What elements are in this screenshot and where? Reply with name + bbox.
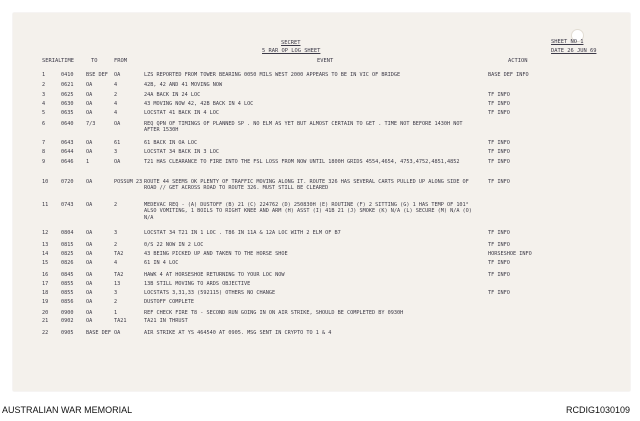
- entry-from: TA2: [114, 272, 124, 278]
- sheet-number: SHEET NO 1: [551, 39, 584, 45]
- entry-serial: 7: [42, 140, 46, 146]
- entry-serial: 22: [42, 330, 49, 336]
- entry-action: TF INFO: [488, 140, 510, 146]
- col-header-event: EVENT: [317, 58, 334, 64]
- entry-serial: 2: [42, 82, 46, 88]
- entry-action: TF INFO: [488, 242, 510, 248]
- entry-event: MEDEVAC REQ - (A) DUSTOFF (B) 21 (C) 224762 (D) 250830H (E) ROUTINE (F) 2 SITTING (G) 1 HAS TEMP OF 101° ALSO VOMITING, 1 BOILS TO RIGHT KNEE AND ARM (H) ASST (I) 41B 21 (J) SMOKE (K) N/A (L) SECURE (M) N/A (O) N/A: [144, 202, 472, 221]
- entry-to: OA: [86, 318, 93, 324]
- entry-event: 43 MOVING NOW 42, 42B BACK IN 4 LOC: [144, 101, 254, 107]
- entry-serial: 16: [42, 272, 49, 278]
- entry-action: TF INFO: [488, 230, 510, 236]
- entry-time: 0644: [61, 149, 74, 155]
- entry-event: REF CHECK FIRE T8 - SECOND RUN GOING IN ON AIR STRIKE, SHOULD BE COMPLETED BY 0930H: [144, 310, 404, 316]
- entry-event: LOCSTATS 3,31,33 (592115) OTHERS NO CHANGE: [144, 290, 276, 296]
- entry-action: TF INFO: [488, 101, 510, 107]
- entry-event: 13B STILL MOVING TO ARDS OBJECTIVE: [144, 281, 251, 287]
- log-entry-row: [13, 330, 630, 337]
- security-classification: SECRET: [281, 40, 301, 46]
- entry-time: 0643: [61, 140, 74, 146]
- log-sheet-page: [13, 13, 630, 391]
- entry-to: OA: [86, 101, 93, 107]
- entry-event: 0/S 22 NOW IN 2 LOC: [144, 242, 204, 248]
- entry-to: OA: [86, 260, 93, 266]
- entry-event: ROUTE 44 SEEMS OK PLENTY OF TRAFFIC MOVING ALONG IT. ROUTE 326 HAS SEVERAL CARTS PULLED UP ALONG SIDE OF ROAD // GET ACROSS ROAD TO ROUTE 326. MUST STILL BE CLEARED: [144, 179, 469, 192]
- entry-serial: 20: [42, 310, 49, 316]
- log-entry-row: [13, 251, 630, 258]
- entry-to: OA: [86, 179, 93, 185]
- entry-action: TF INFO: [488, 179, 510, 185]
- entry-action: TF INFO: [488, 260, 510, 266]
- entry-event: 24A BACK IN 24 LOC: [144, 92, 201, 98]
- log-entry-row: [13, 318, 630, 325]
- col-header-time: TIME: [61, 58, 74, 64]
- entry-event: LOCSTAT 34 BACK IN 3 LOC: [144, 149, 219, 155]
- entry-from: 2: [114, 299, 118, 305]
- log-entry-row: [13, 82, 630, 89]
- sheet-date: DATE 26 JUN 69: [551, 48, 597, 54]
- entry-time: 0630: [61, 101, 74, 107]
- entry-to: BSE DEF: [86, 72, 108, 78]
- col-header-serial: SERIAL: [42, 58, 62, 64]
- col-header-from: FROM: [114, 58, 127, 64]
- entry-to: OA: [86, 92, 93, 98]
- entry-time: 0625: [61, 92, 74, 98]
- entry-time: 0720: [61, 179, 74, 185]
- entry-to: OA: [86, 272, 93, 278]
- entry-time: 0646: [61, 159, 74, 165]
- entry-event: LZS REPORTED FROM TOWER BEARING 0050 MILS WEST 2000 APPEARS TO BE IN VIC OF BRIDGE: [144, 72, 401, 78]
- entry-serial: 12: [42, 230, 49, 236]
- entry-action: TF INFO: [488, 149, 510, 155]
- entry-from: TA2: [114, 251, 124, 257]
- entry-time: 0743: [61, 202, 74, 208]
- entry-event: HAWK 4 AT HORSESHOE RETURNING TO YOUR LOC NOW: [144, 272, 285, 278]
- log-entry-row: [13, 272, 630, 279]
- entry-time: 0825: [61, 251, 74, 257]
- entry-time: 0845: [61, 272, 74, 278]
- entry-serial: 18: [42, 290, 49, 296]
- col-header-to: TO: [91, 58, 98, 64]
- archive-credit: AUSTRALIAN WAR MEMORIAL: [2, 405, 133, 415]
- entry-to: OA: [86, 140, 93, 146]
- entry-to: OA: [86, 251, 93, 257]
- entry-time: 0855: [61, 281, 74, 287]
- entry-from: OA: [114, 159, 121, 165]
- entry-from: 2: [114, 92, 118, 98]
- log-entry-row: [13, 101, 630, 108]
- entry-to: OA: [86, 149, 93, 155]
- log-entry-row: [13, 230, 630, 237]
- entry-serial: 11: [42, 202, 49, 208]
- entry-from: 3: [114, 230, 118, 236]
- entry-time: 0855: [61, 290, 74, 296]
- entry-serial: 15: [42, 260, 49, 266]
- log-entry-row: [13, 149, 630, 156]
- entry-serial: 5: [42, 110, 46, 116]
- log-entry-row: [13, 310, 630, 317]
- entry-action: TF INFO: [488, 159, 510, 165]
- log-entry-row: [13, 290, 630, 297]
- entry-to: 1: [86, 159, 90, 165]
- entry-from: 61: [114, 140, 121, 146]
- entry-from: OA: [114, 72, 121, 78]
- entry-to: OA: [86, 290, 93, 296]
- entry-from: 4: [114, 110, 118, 116]
- entry-from: 3: [114, 149, 118, 155]
- log-entry-row: [13, 140, 630, 147]
- entry-event: TA21 IN THRUST: [144, 318, 188, 324]
- entry-action: HORSESHOE INFO: [488, 251, 532, 257]
- entry-event: 42B, 42 AND 41 MOVING NOW: [144, 82, 223, 88]
- entry-event: 43 BEING PICKED UP AND TAKEN TO THE HORSE SHOE: [144, 251, 288, 257]
- entry-event: T21 HAS CLEARANCE TO FIRE INTO THE FSL LOSS FROM NOW UNTIL 1800H GRIDS 4554,4654, 4753,4752,4851,4852: [144, 159, 460, 165]
- entry-time: 0635: [61, 110, 74, 116]
- log-entry-row: [13, 72, 630, 79]
- entry-action: TF INFO: [488, 272, 510, 278]
- log-entry-row: [13, 92, 630, 99]
- entry-serial: 8: [42, 149, 46, 155]
- entry-time: 0621: [61, 82, 74, 88]
- entry-event: DUSTOFF COMPLETE: [144, 299, 194, 305]
- entry-time: 0900: [61, 310, 74, 316]
- log-entry-row: [13, 242, 630, 249]
- log-entry-row: [13, 159, 630, 166]
- entry-event: REQ QPN OF TIMINGS OF PLANNED SP . NO ELM AS YET BUT ALMOST CERTAIN TO GET . TIME NOT BEFORE 1430H NOT AFTER 1530H: [144, 121, 463, 134]
- log-entry-row: [13, 121, 630, 134]
- log-entry-row: [13, 110, 630, 117]
- entry-to: OA: [86, 110, 93, 116]
- entry-to: OA: [86, 202, 93, 208]
- entry-from: OA: [114, 330, 121, 336]
- archive-reference: RCDIG1030109: [566, 405, 631, 415]
- entry-action: TF INFO: [488, 92, 510, 98]
- entry-to: OA: [86, 281, 93, 287]
- sheet-title: 5 RAR OP LOG SHEET: [262, 48, 321, 54]
- entry-to: OA: [86, 310, 93, 316]
- entry-to: 7/3: [86, 121, 96, 127]
- entry-from: 2: [114, 202, 118, 208]
- entry-from: 2: [114, 242, 118, 248]
- entry-serial: 6: [42, 121, 46, 127]
- entry-to: OA: [86, 230, 93, 236]
- entry-event: 61 BACK IN OA LOC: [144, 140, 198, 146]
- entry-to: BASE DEF: [86, 330, 111, 336]
- entry-serial: 21: [42, 318, 49, 324]
- log-entry-row: [13, 260, 630, 267]
- entry-serial: 17: [42, 281, 49, 287]
- entry-from: 1: [114, 310, 118, 316]
- entry-event: LOCSTAT 41 BACK IN 4 LOC: [144, 110, 219, 116]
- entry-serial: 14: [42, 251, 49, 257]
- entry-from: 13: [114, 281, 121, 287]
- entry-event: LOCSTAT 34 T21 IN 1 LOC . T86 IN 11A & 12A LOC WITH 2 ELM OF B7: [144, 230, 341, 236]
- entry-time: 0410: [61, 72, 74, 78]
- col-header-action: ACTION: [508, 58, 528, 64]
- entry-serial: 3: [42, 92, 46, 98]
- entry-serial: 10: [42, 179, 49, 185]
- log-entry-row: [13, 179, 630, 192]
- entry-from: 4: [114, 82, 118, 88]
- entry-serial: 4: [42, 101, 46, 107]
- entry-to: OA: [86, 299, 93, 305]
- entry-time: 0902: [61, 318, 74, 324]
- entry-from: 3: [114, 290, 118, 296]
- entry-serial: 19: [42, 299, 49, 305]
- entry-serial: 13: [42, 242, 49, 248]
- entry-action: BASE DEF INFO: [488, 72, 529, 78]
- entry-to: OA: [86, 82, 93, 88]
- entry-time: 0905: [61, 330, 74, 336]
- entry-from: POSSUM 23: [114, 179, 143, 185]
- entry-action: TF INFO: [488, 110, 510, 116]
- entry-time: 0815: [61, 242, 74, 248]
- entry-event: AIR STRIKE AT YS 464540 AT 0905. MSG SENT IN CRYPTO TO 1 & 4: [144, 330, 332, 336]
- entry-from: OA: [114, 121, 121, 127]
- entry-time: 0804: [61, 230, 74, 236]
- entry-event: 61 IN 4 LOC: [144, 260, 179, 266]
- entry-time: 0826: [61, 260, 74, 266]
- entry-time: 0640: [61, 121, 74, 127]
- log-entry-row: [13, 281, 630, 288]
- entry-from: 4: [114, 101, 118, 107]
- entry-to: OA: [86, 242, 93, 248]
- entry-from: 4: [114, 260, 118, 266]
- log-entry-row: [13, 299, 630, 306]
- entry-serial: 9: [42, 159, 46, 165]
- entry-time: 0856: [61, 299, 74, 305]
- entry-serial: 1: [42, 72, 46, 78]
- log-entry-row: [13, 202, 630, 221]
- entry-from: TA21: [114, 318, 127, 324]
- entry-action: TF INFO: [488, 290, 510, 296]
